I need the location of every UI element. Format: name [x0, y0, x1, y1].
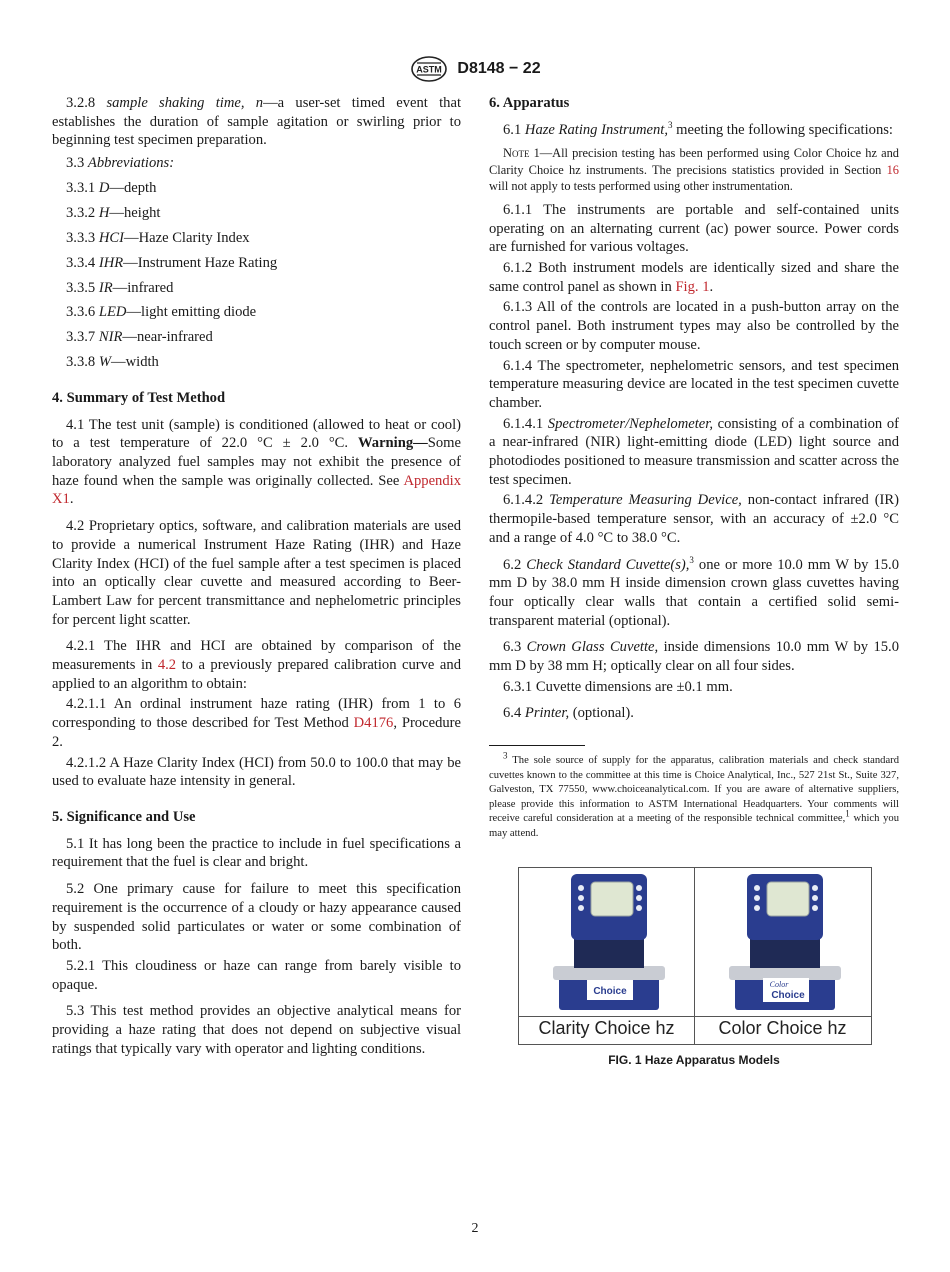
- figure-label-clarity: Clarity Choice hz: [538, 1018, 675, 1038]
- section-3-3: 3.3 Abbreviations:: [66, 155, 175, 172]
- page-header: [0, 55, 950, 83]
- astm-logo: [409, 55, 449, 83]
- section-6-1-4-1: 6.1.4.1 Spectrometer/Nephelometer, consisting of a combination of a near-infrared (NIR) light-emitting diode (LED) light source and photodiodes positioned to measure transmission and scatter across the test specimen.: [489, 415, 899, 488]
- section-4-1: 4.1 The test unit (sample) is conditioned (allowed to heat or cool) to a test temperature of 22.0 °C ± 2.0 °C. Warning—Some laboratory analyzed fuel samples may not exhibit the presence of haze found when the sample was originally collected. See Appendix X1.: [52, 416, 461, 508]
- section-6-3-1: 6.3.1 Cuvette dimensions are ±0.1 mm.: [503, 678, 733, 695]
- haze-instrument-icon: [695, 868, 870, 1016]
- footnote-3: $^3$ The sole source of supply for the apparatus, calibration materials and check standard cuvettes known to the committee at this time is Choice Analytical, Inc., 527 21st St., Suite 327, Galveston, TX 77550, www.choiceanalytical.com. If you are aware of alternative suppliers, please provide this information to ASTM International Headquarters. Your comments will receive careful consideration at a meeting of the responsible technical committee,$^1$ which you may attend.: [489, 750, 899, 839]
- figure-caption: FIG. 1 Haze Apparatus Models: [608, 1053, 780, 1067]
- section-6-4: 6.4 Printer, (optional).: [503, 705, 634, 722]
- abbr-item: 3.3.8 W—width: [66, 354, 159, 371]
- section-6-2: 6.2 Check Standard Cuvette(s),$^3$ one or more 10.0 mm W by 15.0 mm D by 38.0 mm H inside dimension crown glass cuvettes having four optically clear walls that contain a certified solid semi-transparent material (optional).: [489, 554, 899, 629]
- figure-label-rule: [519, 1016, 871, 1017]
- section-6-1-3: 6.1.3 All of the controls are located in a push-button array on the control panel. Both instrument types may also be controlled by the touch screen or by computer mouse.: [489, 299, 899, 353]
- section-4-2: 4.2 Proprietary optics, software, and calibration materials are used to provide a numerical Instrument Haze Rating (IHR) and Haze Clarity Index (HCI) of the fuel sample after a test specimen is placed into an optically clear cuvette and measured according to Beer-Lambert Law for percent transmittance and nephelometric principles for percent light scatter.: [52, 518, 461, 628]
- section-6-1-4-2: 6.1.4.2 Temperature Measuring Device, non-contact infrared (IR) thermopile-based temperature sensor, with an accuracy of ±2.0 °C and a range of 4.0 °C to 38.0 °C.: [489, 492, 900, 546]
- section-4-2-1-2: 4.2.1.2 A Haze Clarity Index (HCI) from 50.0 to 100.0 that may be used to evaluate haze intensity in general.: [52, 754, 461, 790]
- page-number: 2: [471, 1221, 479, 1236]
- section-6-1-1: 6.1.1 The instruments are portable and self-contained units operating on an alternating current (ac) power source. Power cords are furnished for various voltages.: [489, 201, 899, 256]
- section-4-heading: 4. Summary of Test Method: [52, 389, 226, 406]
- section-3-2-8: 3.2.8 sample shaking time, n—a user-set timed event that establishes the duration of sample agitation or swirling prior to beginning test specimen preparation.: [52, 95, 461, 149]
- appendix-x1-link[interactable]: Appendix X1: [52, 472, 461, 508]
- section-4-2-1-1: 4.2.1.1 An ordinal instrument haze rating (IHR) from 1 to 6 corresponding to those described for Test Method D4176, Procedure 2.: [52, 696, 461, 750]
- abbr-item: 3.3.6 LED—light emitting diode: [66, 304, 257, 321]
- clarity-choice-photo: [519, 868, 694, 1016]
- section-5-3: 5.3 This test method provides an objective analytical means for providing a haze rating that does not depend on subjective visual ratings that typically vary with operator and lighting conditions.: [52, 1003, 461, 1057]
- section-5-2: 5.2 One primary cause for failure to meet this specification requirement is the occurrence of a cloudy or hazy appearance caused by suspended solid particulates or water or some combination of both.: [52, 881, 461, 954]
- footnote-rule: [489, 745, 585, 746]
- left-column: [52, 94, 461, 1060]
- badge-text-left: Choice: [593, 986, 627, 997]
- section-6-1: 6.1 Haze Rating Instrument,$^3$ meeting the following specifications:: [503, 119, 893, 138]
- section-6-heading: 6. Apparatus: [489, 95, 570, 111]
- d4176-link[interactable]: D4176: [353, 715, 394, 732]
- section-5-2-1: 5.2.1 This cloudiness or haze can range from barely visible to opaque.: [52, 957, 461, 993]
- svg-text:ASTM: ASTM: [416, 64, 443, 75]
- section-6-3: 6.3 Crown Glass Cuvette, inside dimensions 10.0 mm W by 15.0 mm D by 38 mm H; optically clear on all four sides.: [489, 639, 900, 675]
- note-1: Note 1—All precision testing has been performed using Color Choice hz and Clarity Choice hz instruments. The precisions statistics provided in Section 16 will not apply to tests performed using other instrumentation.: [489, 146, 899, 194]
- figure-label-color: Color Choice hz: [718, 1018, 847, 1038]
- fig-1-link[interactable]: Fig. 1: [675, 278, 710, 295]
- section-5-1: 5.1 It has long been the practice to include in fuel specifications a requirement that the fuel is clear and bright.: [52, 835, 461, 871]
- section-4-2-link[interactable]: 4.2: [157, 657, 177, 674]
- abbr-item: 3.3.4 IHR—Instrument Haze Rating: [66, 254, 278, 271]
- section-6-1-4: 6.1.4 The spectrometer, nephelometric sensors, and test specimen temperature measuring device are located in the test specimen cuvette chamber.: [489, 357, 899, 411]
- badge-text-right: Choice: [771, 990, 805, 1001]
- haze-instrument-icon: [519, 868, 694, 1016]
- color-choice-photo: [695, 868, 870, 1016]
- abbr-item: 3.3.2 H—height: [66, 204, 161, 221]
- abbr-item: 3.3.5 IR—infrared: [66, 279, 174, 296]
- section-4-2-1: 4.2.1 The IHR and HCI are obtained by comparison of the measurements in 4.2 to a previously prepared calibration curve and applied to an algorithm to obtain:: [52, 638, 461, 692]
- right-column: [489, 94, 899, 841]
- figure-1: [518, 867, 872, 1045]
- abbr-item: 3.3.1 D—depth: [66, 180, 157, 196]
- section-16-link[interactable]: 16: [886, 162, 899, 177]
- section-6-1-2: 6.1.2 Both instrument models are identically sized and share the same control panel as shown in Fig. 1.: [489, 260, 899, 295]
- abbr-item: 3.3.7 NIR—near-infrared: [66, 329, 213, 346]
- standard-designation: D8148 − 22: [457, 60, 541, 77]
- section-5-heading: 5. Significance and Use: [52, 809, 196, 825]
- abbr-item: 3.3.3 HCI—Haze Clarity Index: [66, 229, 250, 246]
- badge-text-right-top: Color: [769, 980, 789, 989]
